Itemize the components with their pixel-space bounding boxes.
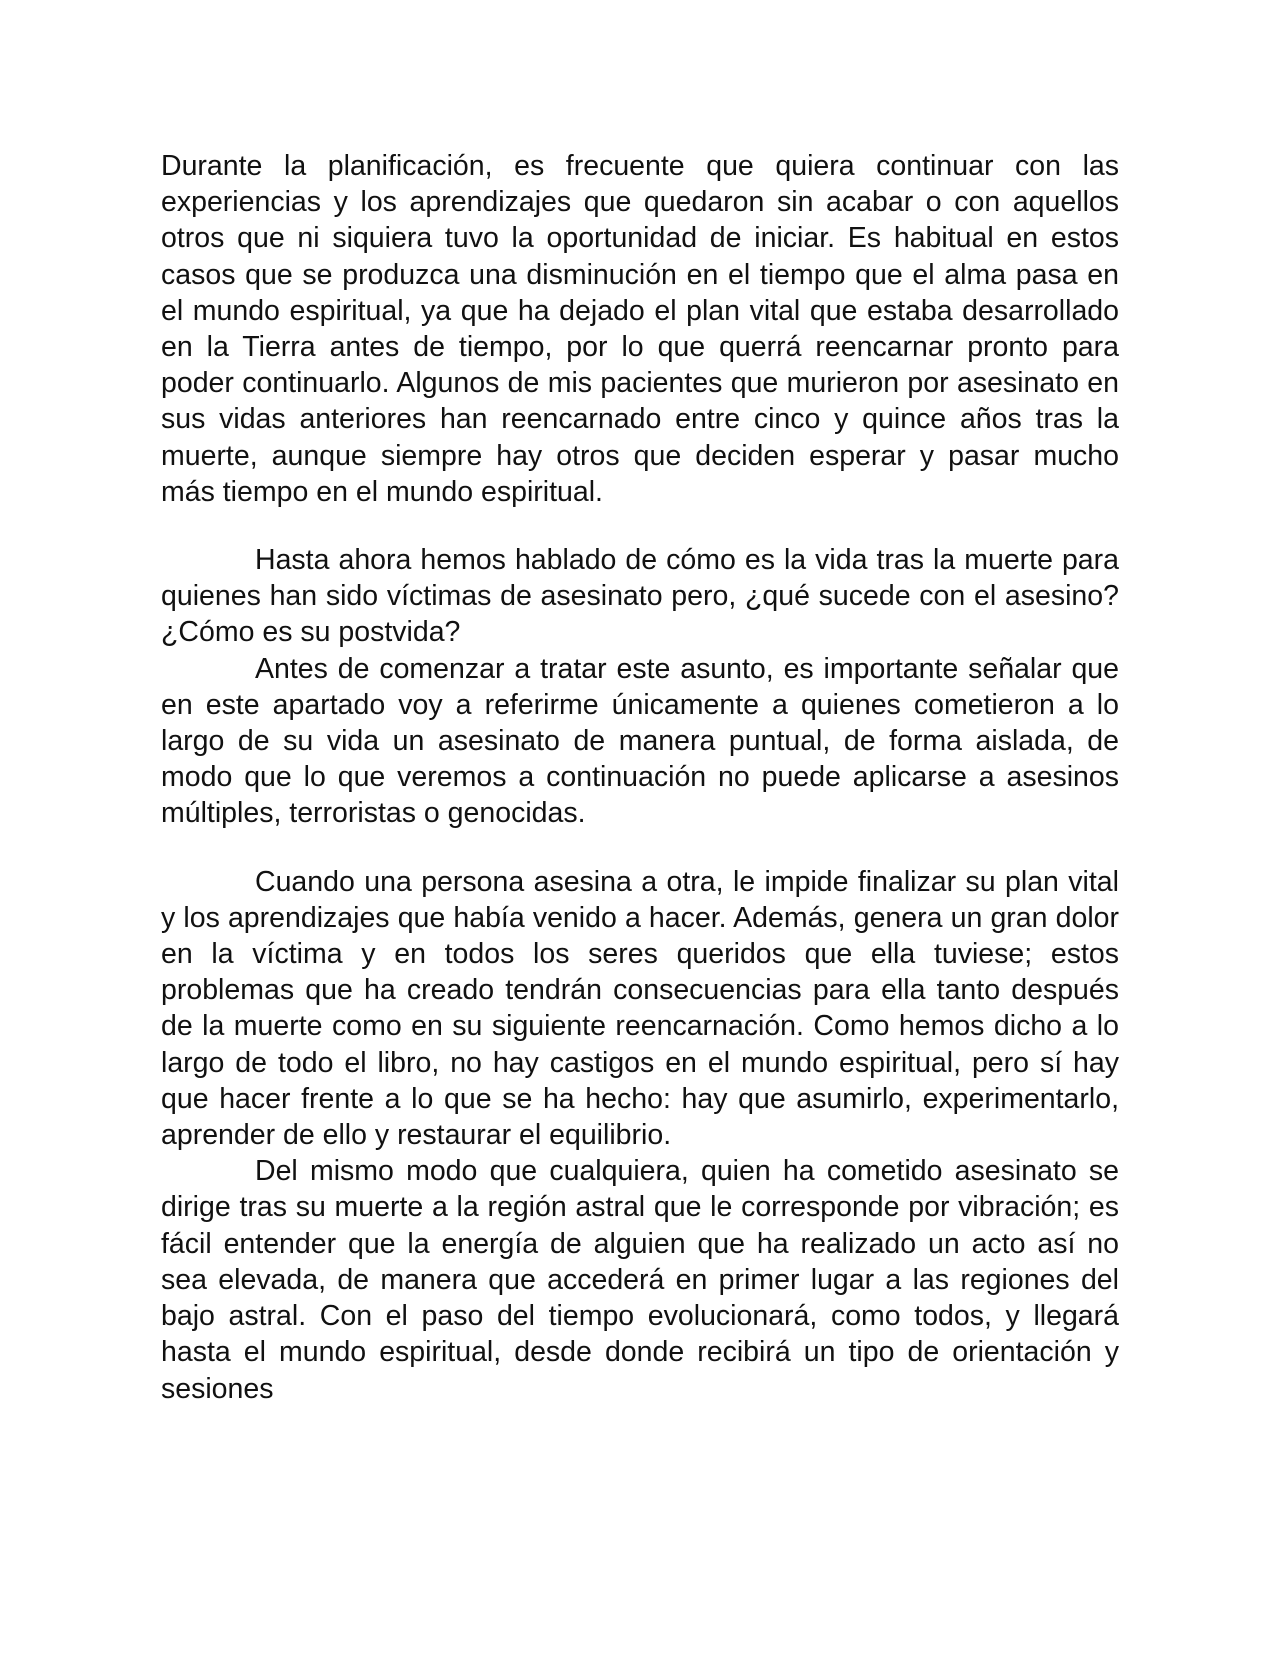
body-text — [161, 148, 1119, 1407]
paragraph-murderer-question: Hasta ahora hemos hablado de cómo es la vida tras la muerte para quienes han sido víctimas de asesinato pero, ¿qué sucede con el asesino? ¿Cómo es su postvida? — [161, 544, 1119, 649]
paragraph-consequences: Cuando una persona asesina a otra, le impide finalizar su plan vital y los aprendizajes que había venido a hacer. Además, genera un gran dolor en la víctima y en todos los seres queridos que ella tuviese; estos problemas que ha creado tendrán consecuencias para ella tanto después de la muerte como en su siguiente reencarnación. Como hemos dicho a lo largo de todo el libro, no hay castigos en el mundo espiritual, pero sí hay que hacer frente a lo que se ha hecho: hay que asumirlo, experimentarlo, aprender de ello y restaurar el equilibrio. — [161, 865, 1119, 1152]
paragraph-scope-note: Antes de comenzar a tratar este asunto, es importante señalar que en este apartado voy a referirme únicamente a quienes cometieron a lo largo de su vida un asesinato de manera puntual, de forma aislada, de modo que lo que veremos a continuación no puede aplicarse a asesinos múltiples, terroristas o genocidas. — [161, 652, 1119, 830]
paragraph-planning: Durante la planificación, es frecuente que quiera continuar con las experiencias y los aprendizajes que quedaron sin acabar o con aquellos otros que ni siquiera tuvo la oportunidad de iniciar. Es habitual en estos casos que se produzca una disminución en el tiempo que el alma pasa en el mundo espiritual, ya que ha dejado el plan vital que estaba desarrollado en la Tierra antes de tiempo, por lo que querrá reencarnar pronto para poder continuarlo. Algunos de mis pacientes que murieron por asesinato en sus vidas anteriores han reencarnado entre cinco y quince años tras la muerte, aunque siempre hay otros que deciden esperar y pasar mucho más tiempo en el mundo espiritual. — [161, 150, 1119, 508]
paragraph-astral-region: Del mismo modo que cualquiera, quien ha cometido asesinato se dirige tras su muerte a la región astral que le corresponde por vibración; es fácil entender que la energía de alguien que ha realizado un acto así no sea elevada, de manera que accederá en primer lugar a las regiones del bajo astral. Con el paso del tiempo evolucionará, como todos, y llegará hasta el mundo espiritual, desde donde recibirá un tipo de orientación y sesiones — [161, 1155, 1119, 1405]
